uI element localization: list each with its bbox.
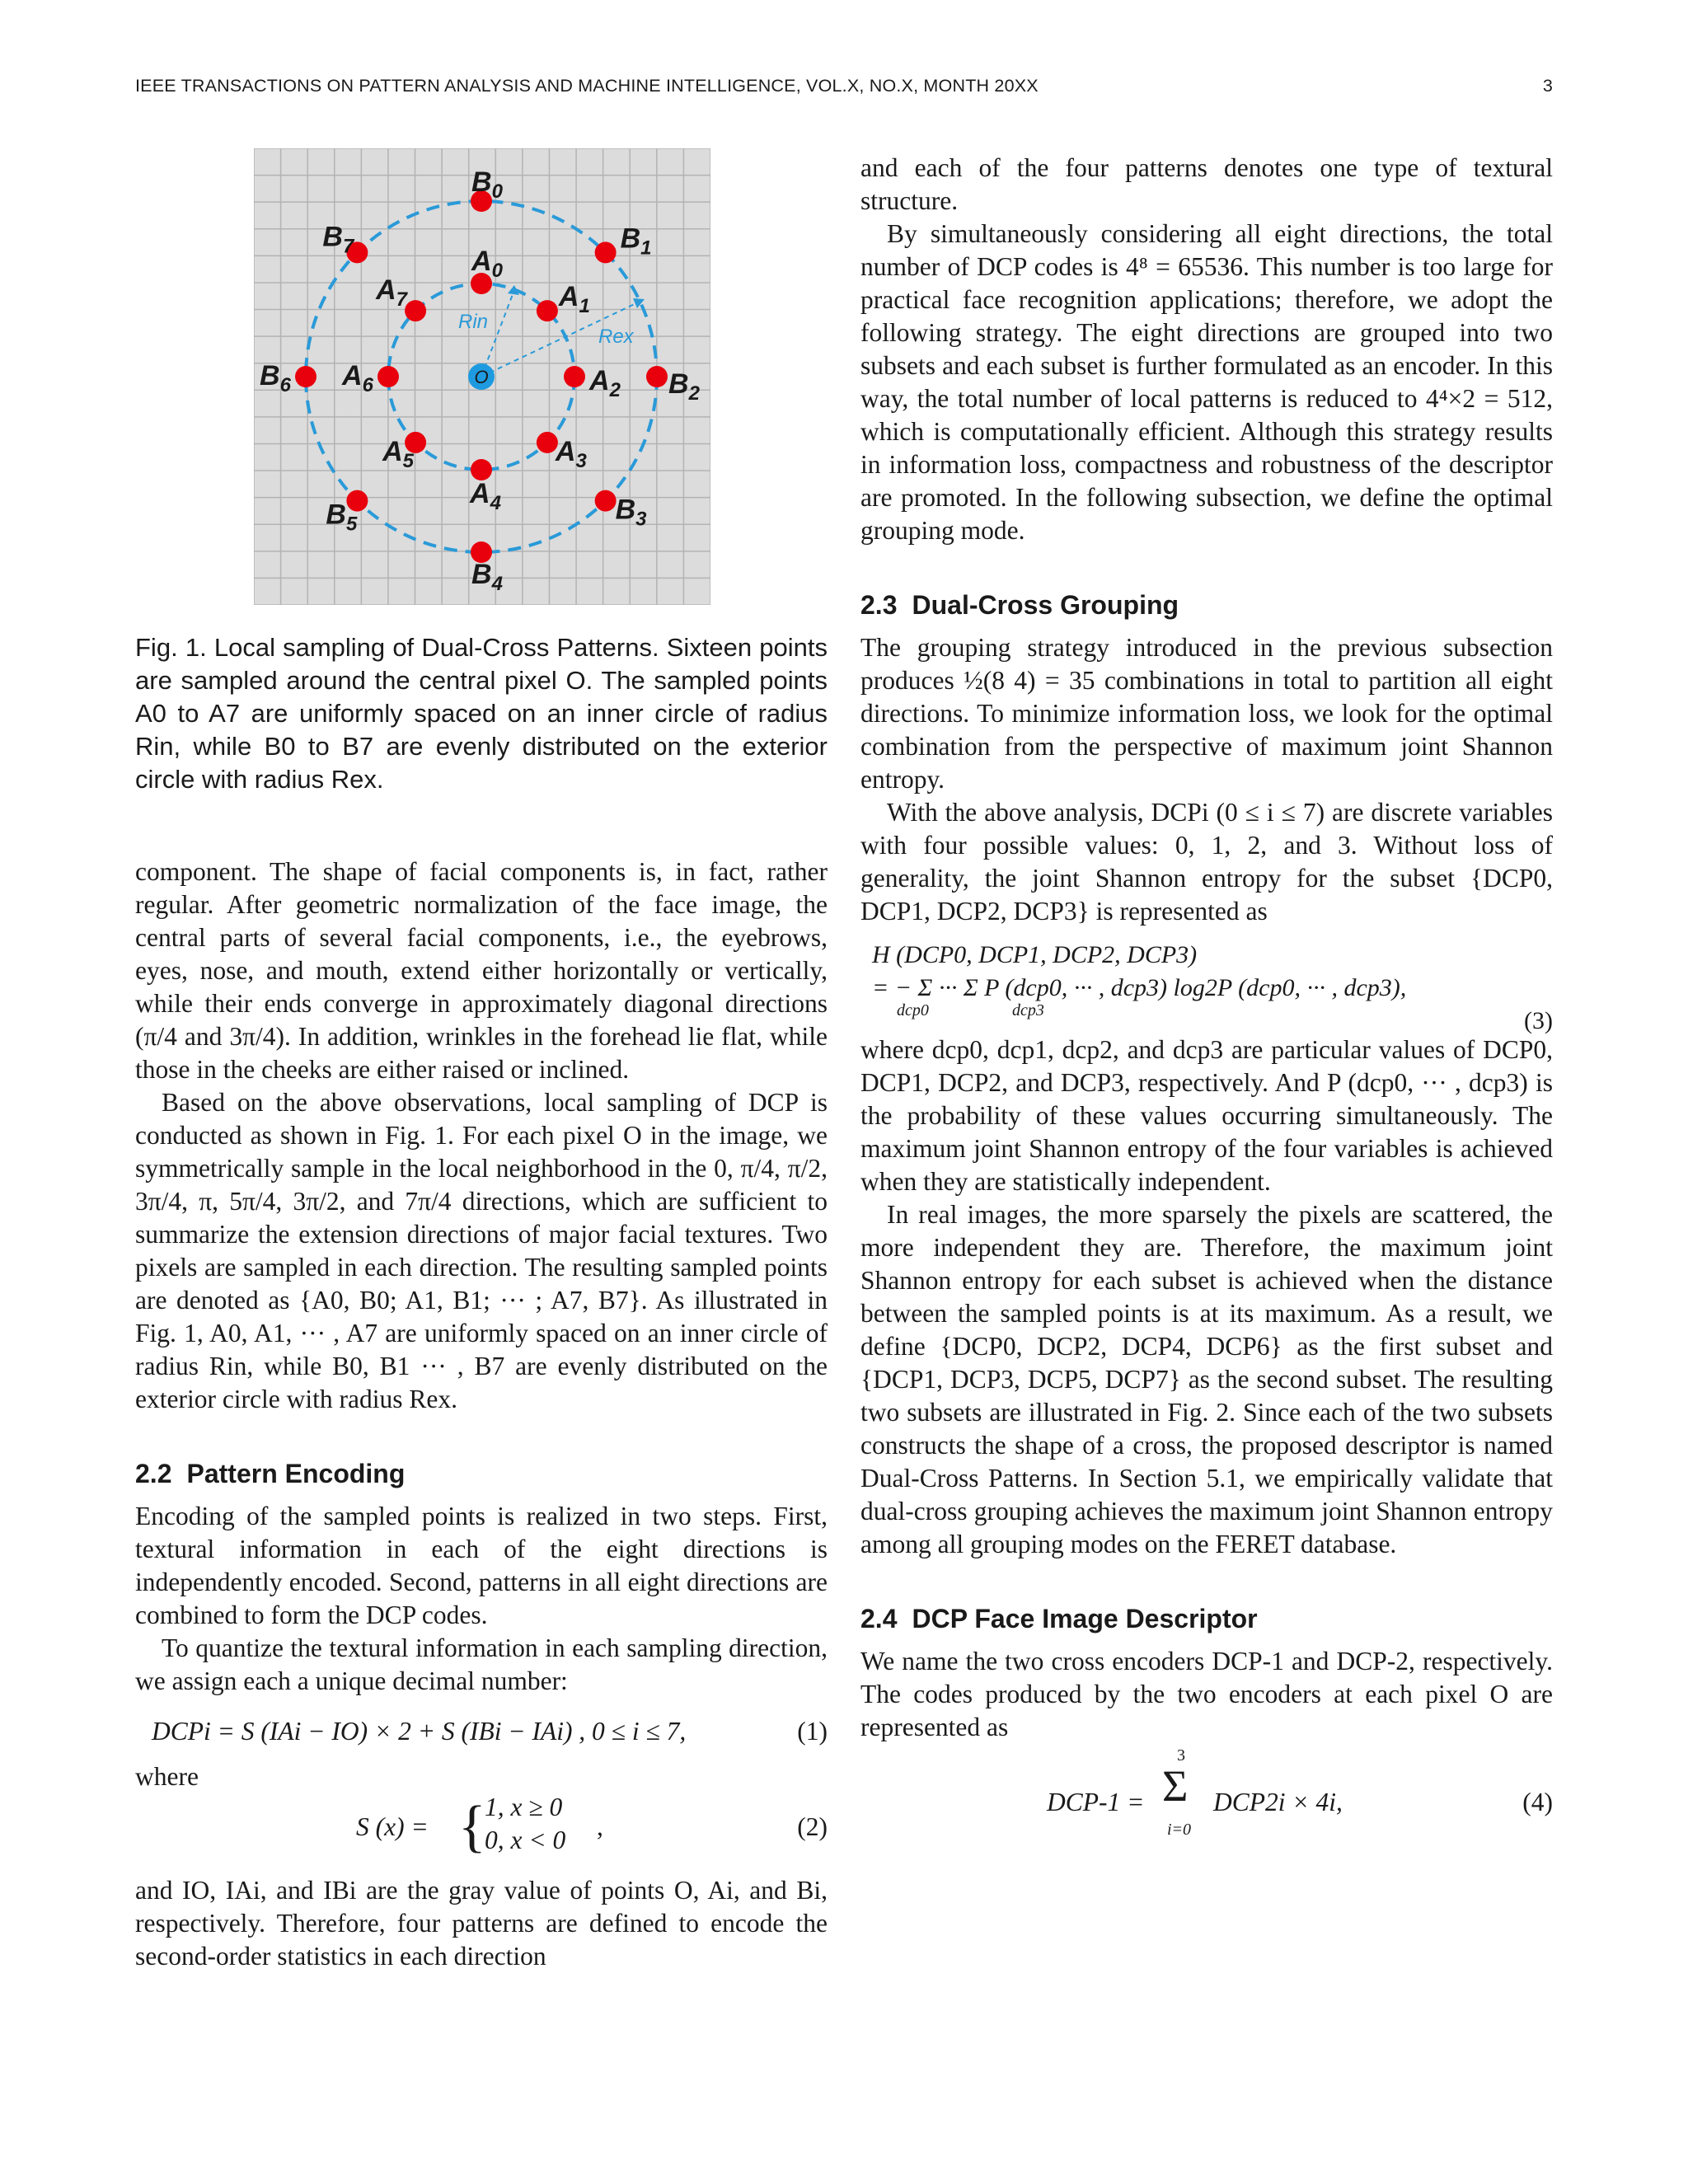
inner-label-a0: $A_0$ bbox=[471, 246, 503, 282]
comma: , bbox=[597, 1812, 603, 1841]
sum-lower: i=0 bbox=[1167, 1821, 1192, 1839]
equation-case-2: 0, x < 0 bbox=[485, 1825, 566, 1854]
paragraph: and each of the four patterns denotes one type of textural structure. bbox=[860, 153, 1553, 215]
outer-label-b3: $B_3$ bbox=[615, 494, 647, 531]
inner-point-a2 bbox=[564, 366, 585, 387]
paragraph: component. The shape of facial components is, in fact, rather regular. After geometric normalization of the face image, the central parts of several facial components, i.e., the eyebrows, eyes, nose, and mouth, extend either horizontally or vertically, while their ends converge in approximately diagonal directions (π/4 and 3π/4). In addition, wrinkles in the forehead lie flat, while those in the cheeks are either raised or inclined. bbox=[135, 857, 828, 1084]
section-title: Pattern Encoding bbox=[186, 1459, 406, 1488]
inner-label-a4: $A_4$ bbox=[470, 478, 501, 514]
equation-line-2: = − Σ ··· Σ P (dcp0, ··· , dcp3) log2P (dcp0, ··· , dcp3), bbox=[872, 974, 1407, 1001]
equation-subscript-2: dcp3 bbox=[1012, 1001, 1044, 1019]
equation-lhs: DCP-1 = bbox=[1047, 1788, 1145, 1816]
outer-label-b2: $B_2$ bbox=[668, 368, 700, 405]
outer-label-b7: $B_7$ bbox=[322, 221, 354, 258]
section-number: 2.2 bbox=[135, 1459, 172, 1488]
outer-label-b5: $B_5$ bbox=[326, 499, 358, 536]
inner-point-a1 bbox=[537, 300, 558, 321]
inner-label-a6: $A_6$ bbox=[342, 360, 373, 396]
paragraph: where dcp0, dcp1, dcp2, and dcp3 are particular values of DCP0, DCP1, DCP2, and DCP3, respectively. And P (dcp0, ··· , dcp3) is the probability of these values occurring simultaneously. The maximum joint Shannon entropy of the four variables is achieved when they are statistically independent. bbox=[860, 1035, 1553, 1196]
section-number: 2.4 bbox=[860, 1604, 898, 1633]
section-title: Dual-Cross Grouping bbox=[912, 590, 1179, 620]
r-in-label: Rin bbox=[458, 311, 489, 333]
paragraph: The grouping strategy introduced in the previous subsection produces ½(8 4) = 35 combinations in total to partition all eight directions. To minimize information loss, we look for the optimal combination from the perspective of maximum joint Shannon entropy. bbox=[860, 633, 1553, 794]
equation-number: (1) bbox=[797, 1717, 828, 1746]
equation-number: (2) bbox=[797, 1812, 828, 1841]
inner-point-a7 bbox=[405, 300, 426, 321]
equation-lhs: S (x) = bbox=[356, 1812, 429, 1841]
equation-case-1: 1, x ≥ 0 bbox=[485, 1793, 563, 1821]
right-column bbox=[860, 152, 1553, 1849]
equation-body: DCPi = S (IAi − IO) × 2 + S (IBi − IAi) , 0 ≤ i ≤ 7, bbox=[152, 1717, 687, 1746]
outer-point-b1 bbox=[595, 241, 617, 263]
equation-1 bbox=[135, 1713, 828, 1750]
paragraph: To quantize the textural information in each sampling direction, we assign each a unique decimal number: bbox=[135, 1633, 828, 1695]
running-header bbox=[135, 76, 1553, 96]
left-column bbox=[135, 855, 828, 1973]
section-number: 2.3 bbox=[860, 590, 898, 620]
inner-label-a3: $A_3$ bbox=[555, 435, 587, 472]
r-ex-label: Rex bbox=[598, 326, 634, 348]
paragraph: Encoding of the sampled points is realized in two steps. First, textural information in each of the eight directions is independently encoded. Second, patterns in all eight directions are combined to form the DCP codes. bbox=[135, 1502, 828, 1629]
sum-sign: Σ bbox=[1162, 1761, 1189, 1811]
section-heading-2-2 bbox=[135, 1457, 828, 1490]
outer-label-b6: $B_6$ bbox=[260, 360, 291, 396]
outer-point-b6 bbox=[295, 366, 316, 387]
outer-point-b3 bbox=[595, 490, 617, 512]
section-heading-2-3 bbox=[860, 588, 1553, 621]
figure-caption bbox=[135, 631, 828, 796]
equation-4 bbox=[860, 1746, 1553, 1849]
equation-line-1: H (DCP0, DCP1, DCP2, DCP3) bbox=[872, 941, 1198, 968]
inner-label-a2: $A_2$ bbox=[589, 365, 621, 401]
inner-point-a6 bbox=[377, 366, 399, 387]
outer-label-b0: $B_0$ bbox=[471, 166, 503, 203]
section-title: DCP Face Image Descriptor bbox=[912, 1604, 1258, 1633]
equation-rhs: DCP2i × 4i, bbox=[1213, 1788, 1343, 1816]
equation-subscript-1: dcp0 bbox=[897, 1001, 929, 1019]
sum-upper: 3 bbox=[1177, 1746, 1185, 1765]
equation-2 bbox=[135, 1793, 828, 1861]
caption-label: Fig. 1. bbox=[135, 633, 207, 662]
sampling-diagram bbox=[254, 148, 710, 605]
inner-label-a1: $A_1$ bbox=[558, 281, 590, 318]
journal-title: IEEE TRANSACTIONS ON PATTERN ANALYSIS AND MACHINE INTELLIGENCE, VOL.X, NO.X, MONTH 20XX bbox=[135, 76, 1039, 96]
inner-label-a7: $A_7$ bbox=[376, 274, 408, 312]
brace: { bbox=[458, 1795, 486, 1858]
section-heading-2-4 bbox=[860, 1602, 1553, 1635]
equation-number: (4) bbox=[1522, 1788, 1553, 1816]
center-label: O bbox=[474, 367, 489, 387]
outer-point-b5 bbox=[346, 490, 368, 512]
paragraph: We name the two cross encoders DCP-1 and DCP-2, respectively. The codes produced by the two encoders at each pixel O are represented as bbox=[860, 1647, 1553, 1741]
equation-3 bbox=[860, 936, 1553, 1033]
equation-number: (3) bbox=[1524, 1007, 1553, 1034]
figure-1 bbox=[254, 148, 710, 605]
outer-label-b4: $B_4$ bbox=[471, 559, 503, 595]
paragraph: and IO, IAi, and IBi are the gray value of points O, Ai, and Bi, respectively. Therefore, four patterns are defined to encode the second-order statistics in each direction bbox=[135, 1876, 828, 1971]
paragraph: In real images, the more sparsely the pixels are scattered, the more independent they are. Therefore, the maximum joint Shannon entropy for each subset is achieved when the distance between the sampled points is at its maximum. As a result, we define {DCP0, DCP2, DCP4, DCP6} as the first subset and {DCP1, DCP3, DCP5, DCP7} as the second subset. The resulting two subsets are illustrated in Fig. 2. Since each of the two subsets constructs the shape of a cross, the proposed descriptor is named Dual-Cross Patterns. In Section 5.1, we empirically validate that dual-cross grouping achieves the maximum joint Shannon entropy among all grouping modes on the FERET database. bbox=[860, 1200, 1553, 1558]
outer-point-b2 bbox=[646, 366, 668, 387]
caption-text: Local sampling of Dual-Cross Patterns. Sixteen points are sampled around the central pixel O. The sampled points A0 to A7 are uniformly spaced on an inner circle of radius Rin, while B0 to B7 are evenly distributed on the exterior circle with radius Rex. bbox=[135, 633, 828, 794]
paragraph: With the above analysis, DCPi (0 ≤ i ≤ 7) are discrete variables with four possible values: 0, 1, 2, and 3. Without loss of generality, the joint Shannon entropy for the subset {DCP0, DCP1, DCP2, DCP3} is represented as bbox=[860, 798, 1553, 926]
page-number: 3 bbox=[1542, 76, 1553, 96]
outer-label-b1: $B_1$ bbox=[620, 223, 652, 260]
where-text: where bbox=[135, 1762, 199, 1791]
paragraph: By simultaneously considering all eight directions, the total number of DCP codes is 4⁸ = 65536. This number is too large for practical face recognition applications; therefore, we adopt the following strategy. The eight directions are grouped into two subsets and each subset is further formulated as an encoder. In this way, the total number of local patterns is reduced to 4⁴×2 = 512, which is computationally efficient. Although this strategy results in information loss, compactness and robustness of the descriptor are promoted. In the following subsection, we define the optimal grouping mode. bbox=[860, 219, 1553, 545]
paragraph: Based on the above observations, local sampling of DCP is conducted as shown in Fig. 1. For each pixel O in the image, we symmetrically sample in the local neighborhood in the 0, π/4, π/2, 3π/4, π, 5π/4, 3π/2, and 7π/4 directions, which are sufficient to summarize the extension directions of major facial textures. Two pixels are sampled in each direction. The resulting sampled points are denoted as {A0, B0; A1, B1; ··· ; A7, B7}. As illustrated in Fig. 1, A0, A1, ··· , A7 are uniformly spaced on an inner circle of radius Rin, while B0, B1 ··· , B7 are evenly distributed on the exterior circle with radius Rex. bbox=[135, 1088, 828, 1413]
inner-label-a5: $A_5$ bbox=[382, 435, 415, 472]
